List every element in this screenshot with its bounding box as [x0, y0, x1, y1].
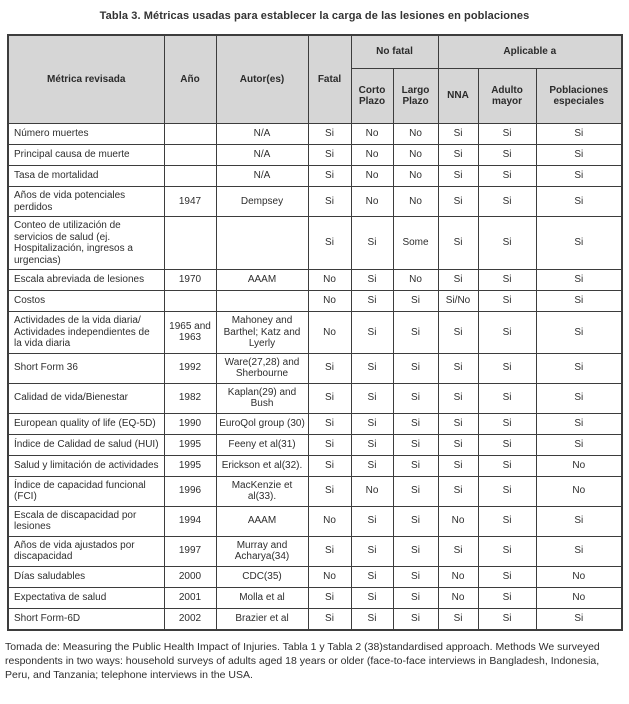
cell-year: 2002 — [164, 608, 216, 630]
cell-largo-plazo: Si — [393, 413, 438, 434]
table-title-label: Tabla 3. — [99, 10, 141, 22]
cell-year — [164, 145, 216, 166]
cell-year: 1992 — [164, 353, 216, 383]
cell-adulto-mayor: Si — [478, 566, 536, 587]
cell-authors: Molla et al — [216, 587, 308, 608]
cell-adulto-mayor: Si — [478, 124, 536, 145]
col-header-adulto-mayor: Adulto mayor — [478, 69, 536, 124]
cell-corto-plazo: Si — [351, 312, 393, 354]
cell-metric: Índice de capacidad funcional (FCI) — [8, 476, 164, 506]
cell-largo-plazo: Si — [393, 383, 438, 413]
table-row — [8, 536, 622, 566]
table-row — [8, 270, 622, 291]
cell-largo-plazo: Si — [393, 476, 438, 506]
cell-adulto-mayor: Si — [478, 383, 536, 413]
header-row-groups — [8, 35, 622, 69]
cell-nna: Si — [438, 608, 478, 630]
cell-nna: Si — [438, 536, 478, 566]
cell-year: 1995 — [164, 434, 216, 455]
cell-largo-plazo: Si — [393, 312, 438, 354]
cell-year: 1996 — [164, 476, 216, 506]
cell-year: 1965 and 1963 — [164, 312, 216, 354]
cell-fatal: Si — [308, 124, 351, 145]
cell-authors: N/A — [216, 124, 308, 145]
table-row — [8, 455, 622, 476]
cell-corto-plazo: Si — [351, 434, 393, 455]
cell-nna: Si — [438, 353, 478, 383]
cell-largo-plazo: No — [393, 145, 438, 166]
cell-poblaciones-especiales: Si — [536, 536, 622, 566]
cell-fatal: Si — [308, 455, 351, 476]
cell-nna: Si — [438, 270, 478, 291]
cell-nna: Si — [438, 434, 478, 455]
cell-corto-plazo: Si — [351, 383, 393, 413]
cell-nna: Si — [438, 166, 478, 187]
table-row — [8, 587, 622, 608]
cell-authors: Erickson et al(32). — [216, 455, 308, 476]
cell-fatal: Si — [308, 353, 351, 383]
cell-year: 2001 — [164, 587, 216, 608]
cell-adulto-mayor: Si — [478, 476, 536, 506]
cell-metric: Expectativa de salud — [8, 587, 164, 608]
col-header-authors: Autor(es) — [216, 35, 308, 124]
cell-adulto-mayor: Si — [478, 145, 536, 166]
cell-adulto-mayor: Si — [478, 217, 536, 270]
cell-fatal: No — [308, 270, 351, 291]
cell-largo-plazo: No — [393, 270, 438, 291]
cell-poblaciones-especiales: Si — [536, 413, 622, 434]
cell-corto-plazo: Si — [351, 291, 393, 312]
cell-metric: Short Form 36 — [8, 353, 164, 383]
cell-largo-plazo: Si — [393, 566, 438, 587]
cell-poblaciones-especiales: No — [536, 476, 622, 506]
cell-year: 1995 — [164, 455, 216, 476]
cell-corto-plazo: Si — [351, 455, 393, 476]
cell-corto-plazo: No — [351, 145, 393, 166]
cell-metric: Salud y limitación de actividades — [8, 455, 164, 476]
cell-poblaciones-especiales: Si — [536, 270, 622, 291]
cell-largo-plazo: No — [393, 124, 438, 145]
cell-metric: Conteo de utilización de servicios de salud (ej. Hospitalización, ingresos a urgencias) — [8, 217, 164, 270]
col-group-no-fatal: No fatal — [351, 35, 438, 69]
cell-fatal: Si — [308, 145, 351, 166]
table-body — [8, 124, 622, 630]
cell-largo-plazo: Si — [393, 587, 438, 608]
cell-corto-plazo: Si — [351, 353, 393, 383]
table-row — [8, 217, 622, 270]
cell-authors: Kaplan(29) and Bush — [216, 383, 308, 413]
cell-largo-plazo: Si — [393, 455, 438, 476]
cell-poblaciones-especiales: Si — [536, 312, 622, 354]
cell-metric: Costos — [8, 291, 164, 312]
cell-fatal: Si — [308, 383, 351, 413]
cell-poblaciones-especiales: Si — [536, 291, 622, 312]
cell-metric: Actividades de la vida diaria/ Actividades independientes de la vida diaria — [8, 312, 164, 354]
cell-largo-plazo: Si — [393, 434, 438, 455]
table-title — [0, 10, 629, 22]
cell-nna: Si/No — [438, 291, 478, 312]
cell-metric: European quality of life (EQ-5D) — [8, 413, 164, 434]
cell-adulto-mayor: Si — [478, 536, 536, 566]
cell-poblaciones-especiales: Si — [536, 353, 622, 383]
cell-authors: Murray and Acharya(34) — [216, 536, 308, 566]
table-row — [8, 124, 622, 145]
cell-nna: Si — [438, 145, 478, 166]
cell-fatal: No — [308, 506, 351, 536]
cell-nna: Si — [438, 217, 478, 270]
cell-fatal: No — [308, 566, 351, 587]
cell-corto-plazo: Si — [351, 566, 393, 587]
table-row — [8, 608, 622, 630]
col-header-nna: NNA — [438, 69, 478, 124]
cell-fatal: Si — [308, 434, 351, 455]
cell-metric: Principal causa de muerte — [8, 145, 164, 166]
cell-year — [164, 217, 216, 270]
cell-metric: Calidad de vida/Bienestar — [8, 383, 164, 413]
cell-authors: MacKenzie et al(33). — [216, 476, 308, 506]
cell-corto-plazo: No — [351, 124, 393, 145]
cell-authors: N/A — [216, 166, 308, 187]
cell-largo-plazo: Si — [393, 353, 438, 383]
col-header-corto-plazo: Corto Plazo — [351, 69, 393, 124]
cell-largo-plazo: Si — [393, 506, 438, 536]
cell-authors: Feeny et al(31) — [216, 434, 308, 455]
cell-corto-plazo: Si — [351, 587, 393, 608]
cell-corto-plazo: Si — [351, 413, 393, 434]
cell-metric: Años de vida ajustados por discapacidad — [8, 536, 164, 566]
cell-fatal: Si — [308, 413, 351, 434]
table-row — [8, 145, 622, 166]
cell-nna: No — [438, 506, 478, 536]
cell-corto-plazo: Si — [351, 608, 393, 630]
cell-year: 2000 — [164, 566, 216, 587]
cell-fatal: Si — [308, 217, 351, 270]
table-row — [8, 434, 622, 455]
cell-year: 1947 — [164, 187, 216, 217]
cell-metric: Escala de discapacidad por lesiones — [8, 506, 164, 536]
table-row — [8, 383, 622, 413]
cell-year: 1990 — [164, 413, 216, 434]
table-row — [8, 291, 622, 312]
col-group-aplicable: Aplicable a — [438, 35, 622, 69]
cell-poblaciones-especiales: Si — [536, 434, 622, 455]
cell-authors: AAAM — [216, 270, 308, 291]
cell-corto-plazo: Si — [351, 270, 393, 291]
cell-poblaciones-especiales: Si — [536, 124, 622, 145]
cell-poblaciones-especiales: No — [536, 455, 622, 476]
cell-poblaciones-especiales: Si — [536, 187, 622, 217]
table-header — [8, 35, 622, 124]
cell-year: 1970 — [164, 270, 216, 291]
table-row — [8, 353, 622, 383]
cell-metric: Número muertes — [8, 124, 164, 145]
table-row — [8, 506, 622, 536]
table-row — [8, 566, 622, 587]
cell-authors: Mahoney and Barthel; Katz and Lyerly — [216, 312, 308, 354]
cell-corto-plazo: No — [351, 476, 393, 506]
cell-largo-plazo: Si — [393, 536, 438, 566]
cell-year: 1982 — [164, 383, 216, 413]
cell-authors: CDC(35) — [216, 566, 308, 587]
cell-fatal: No — [308, 312, 351, 354]
cell-fatal: Si — [308, 536, 351, 566]
cell-adulto-mayor: Si — [478, 587, 536, 608]
table-row — [8, 312, 622, 354]
cell-poblaciones-especiales: Si — [536, 145, 622, 166]
cell-nna: Si — [438, 383, 478, 413]
cell-poblaciones-especiales: Si — [536, 608, 622, 630]
metrics-table — [7, 34, 623, 631]
cell-adulto-mayor: Si — [478, 291, 536, 312]
cell-nna: Si — [438, 187, 478, 217]
cell-largo-plazo: Some — [393, 217, 438, 270]
col-header-fatal: Fatal — [308, 35, 351, 124]
cell-year — [164, 166, 216, 187]
cell-largo-plazo: Si — [393, 291, 438, 312]
cell-metric: Días saludables — [8, 566, 164, 587]
cell-adulto-mayor: Si — [478, 434, 536, 455]
cell-metric: Tasa de mortalidad — [8, 166, 164, 187]
cell-metric: Short Form-6D — [8, 608, 164, 630]
cell-year: 1994 — [164, 506, 216, 536]
cell-authors — [216, 291, 308, 312]
cell-nna: Si — [438, 312, 478, 354]
cell-largo-plazo: No — [393, 166, 438, 187]
cell-poblaciones-especiales: Si — [536, 506, 622, 536]
table-row — [8, 166, 622, 187]
cell-corto-plazo: No — [351, 187, 393, 217]
cell-metric: Índice de Calidad de salud (HUI) — [8, 434, 164, 455]
col-header-poblaciones-especiales: Poblaciones especiales — [536, 69, 622, 124]
cell-metric: Escala abreviada de lesiones — [8, 270, 164, 291]
cell-authors: N/A — [216, 145, 308, 166]
cell-nna: Si — [438, 124, 478, 145]
cell-nna: Si — [438, 413, 478, 434]
cell-fatal: Si — [308, 476, 351, 506]
cell-corto-plazo: No — [351, 166, 393, 187]
cell-fatal: Si — [308, 187, 351, 217]
cell-nna: No — [438, 566, 478, 587]
cell-largo-plazo: Si — [393, 608, 438, 630]
cell-poblaciones-especiales: Si — [536, 217, 622, 270]
table-row — [8, 187, 622, 217]
cell-largo-plazo: No — [393, 187, 438, 217]
cell-poblaciones-especiales: No — [536, 566, 622, 587]
cell-nna: Si — [438, 476, 478, 506]
cell-authors — [216, 217, 308, 270]
cell-corto-plazo: Si — [351, 217, 393, 270]
cell-fatal: Si — [308, 166, 351, 187]
cell-adulto-mayor: Si — [478, 312, 536, 354]
cell-adulto-mayor: Si — [478, 270, 536, 291]
cell-authors: AAAM — [216, 506, 308, 536]
cell-metric: Años de vida potenciales perdidos — [8, 187, 164, 217]
table-row — [8, 413, 622, 434]
cell-poblaciones-especiales: Si — [536, 383, 622, 413]
cell-nna: Si — [438, 455, 478, 476]
cell-year — [164, 124, 216, 145]
cell-year — [164, 291, 216, 312]
cell-year: 1997 — [164, 536, 216, 566]
cell-authors: Dempsey — [216, 187, 308, 217]
cell-authors: Brazier et al — [216, 608, 308, 630]
cell-fatal: No — [308, 291, 351, 312]
col-header-largo-plazo: Largo Plazo — [393, 69, 438, 124]
cell-fatal: Si — [308, 608, 351, 630]
source-note: Tomada de: Measuring the Public Health Impact of Injuries. Tabla 1 y Tabla 2 (38)standardised approach. Methods We surveyed respondents in two ways: household surveys of adults aged 18 years or older (face-to-face interviews in Bangladesh, Indonesia, Peru, and Tanzania; telephone interviews in the USA. — [5, 640, 600, 681]
col-header-metric: Métrica revisada — [8, 35, 164, 124]
cell-corto-plazo: Si — [351, 536, 393, 566]
cell-adulto-mayor: Si — [478, 413, 536, 434]
cell-adulto-mayor: Si — [478, 608, 536, 630]
cell-fatal: Si — [308, 587, 351, 608]
cell-authors: Ware(27,28) and Sherbourne — [216, 353, 308, 383]
cell-nna: No — [438, 587, 478, 608]
cell-poblaciones-especiales: No — [536, 587, 622, 608]
table-title-text: Métricas usadas para establecer la carga de las lesiones en poblaciones — [143, 10, 530, 22]
col-header-year: Año — [164, 35, 216, 124]
cell-poblaciones-especiales: Si — [536, 166, 622, 187]
cell-authors: EuroQol group (30) — [216, 413, 308, 434]
cell-adulto-mayor: Si — [478, 455, 536, 476]
cell-adulto-mayor: Si — [478, 353, 536, 383]
cell-adulto-mayor: Si — [478, 166, 536, 187]
cell-adulto-mayor: Si — [478, 187, 536, 217]
table-row — [8, 476, 622, 506]
cell-corto-plazo: Si — [351, 506, 393, 536]
cell-adulto-mayor: Si — [478, 506, 536, 536]
